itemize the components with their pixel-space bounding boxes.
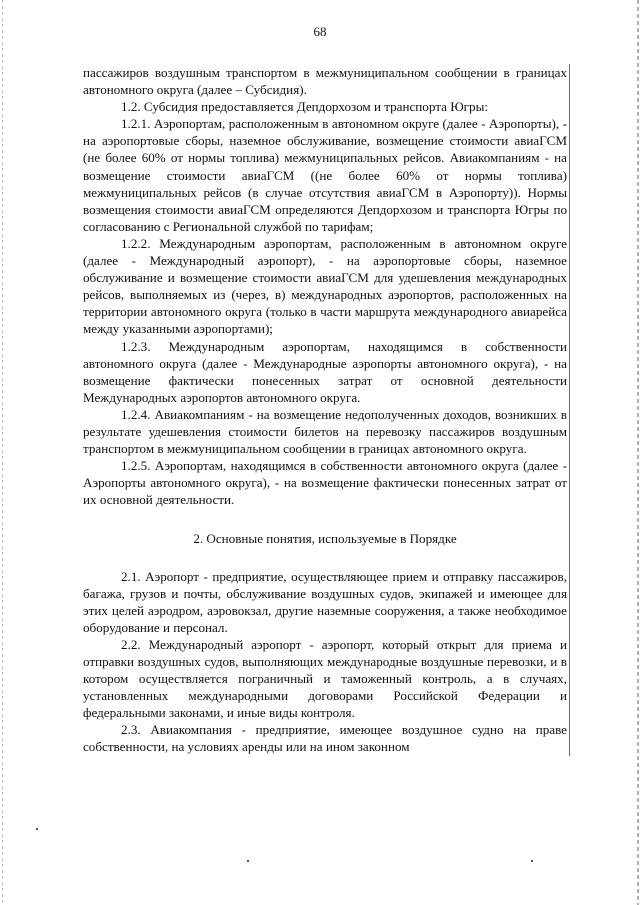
paragraph-1-2-2: 1.2.2. Международным аэропортам, расположенным в автономном округе (далее - Международный аэропорт), - на аэропортовые сборы, наземное обслуживание и возмещение стоимости авиаГСМ для удешевления международных рейсов, выполняемых из (через, в) международных аэропортов, расположенных на территории автономного округа (только в части маршрута международного авиарейса между указанными аэропортами); xyxy=(83,235,567,337)
paragraph-1-2-3: 1.2.3. Международным аэропортам, находящимся в собственности автономного округа (далее - Международные аэропорты автономного округа), - на возмещение фактически понесенных затрат от основной деятельности Международных аэропортов автономного округа. xyxy=(83,338,567,405)
paragraph-2-3: 2.3. Авиакомпания - предприятие, имеющее воздушное судно на праве собственности, на условиях аренды или на ином законном xyxy=(83,722,567,755)
document-body xyxy=(83,64,570,756)
section-heading: 2. Основные понятия, используемые в Порядке xyxy=(193,531,457,547)
paragraph-1-2-5: 1.2.5. Аэропортам, находящимся в собственности автономного округа (далее - Аэропорты автономного округа), - на возмещение фактически понесенных затрат от их основной деятельности. xyxy=(83,458,567,508)
scan-speck xyxy=(36,828,38,830)
paragraph-continuation: пассажиров воздушным транспортом в межмуниципальном сообщении в границах автономного округа (далее – Субсидия). xyxy=(83,65,567,98)
paragraph-2-2: 2.2. Международный аэропорт - аэропорт, который открыт для приема и отправки воздушных судов, выполняющих международные воздушные перевозки, и в котором осуществляется пограничный и таможенный контроль, а в случаях, установленных международными договорами Российской Федерации и федеральными законами, и иные виды контроля. xyxy=(83,636,567,721)
paragraph-1-2: 1.2. Субсидия предоставляется Депдорхозом и транспорта Югры: xyxy=(121,99,489,115)
page-number: 68 xyxy=(313,24,327,39)
scan-edge-right xyxy=(637,0,639,905)
scan-edge-left xyxy=(2,0,3,905)
scan-speck xyxy=(247,860,249,862)
scan-speck xyxy=(531,860,533,862)
paragraph-1-2-1: 1.2.1. Аэропортам, расположенным в автономном округе (далее - Аэропорты), - на аэропортовые сборы, наземное обслуживание, возмещение стоимости авиаГСМ (не более 60% от нормы топлива) межмуниципальных рейсов. Авиакомпаниям - на возмещение стоимости авиаГСМ ((не более 60% от нормы топлива) межмуниципальных рейсов (в случае отсутствия авиаГСМ в Аэропорту)). Нормы возмещения стоимости авиаГСМ определяются Депдорхозом и транспорта Югры по согласованию с Региональной службой по тарифам; xyxy=(83,116,567,234)
paragraph-2-1: 2.1. Аэропорт - предприятие, осуществляющее прием и отправку пассажиров, багажа, грузов и почты, обслуживание воздушных судов, экипажей и имеющее для этих целей аэродром, аэровокзал, другие наземные сооружения, а также необходимое оборудование и персонал. xyxy=(83,568,567,635)
paragraph-1-2-4: 1.2.4. Авиакомпаниям - на возмещение недополученных доходов, возникших в результате удешевления стоимости билетов на перевозку пассажиров воздушным транспортом в межмуниципальном сообщении в границах автономного округа. xyxy=(83,406,567,457)
